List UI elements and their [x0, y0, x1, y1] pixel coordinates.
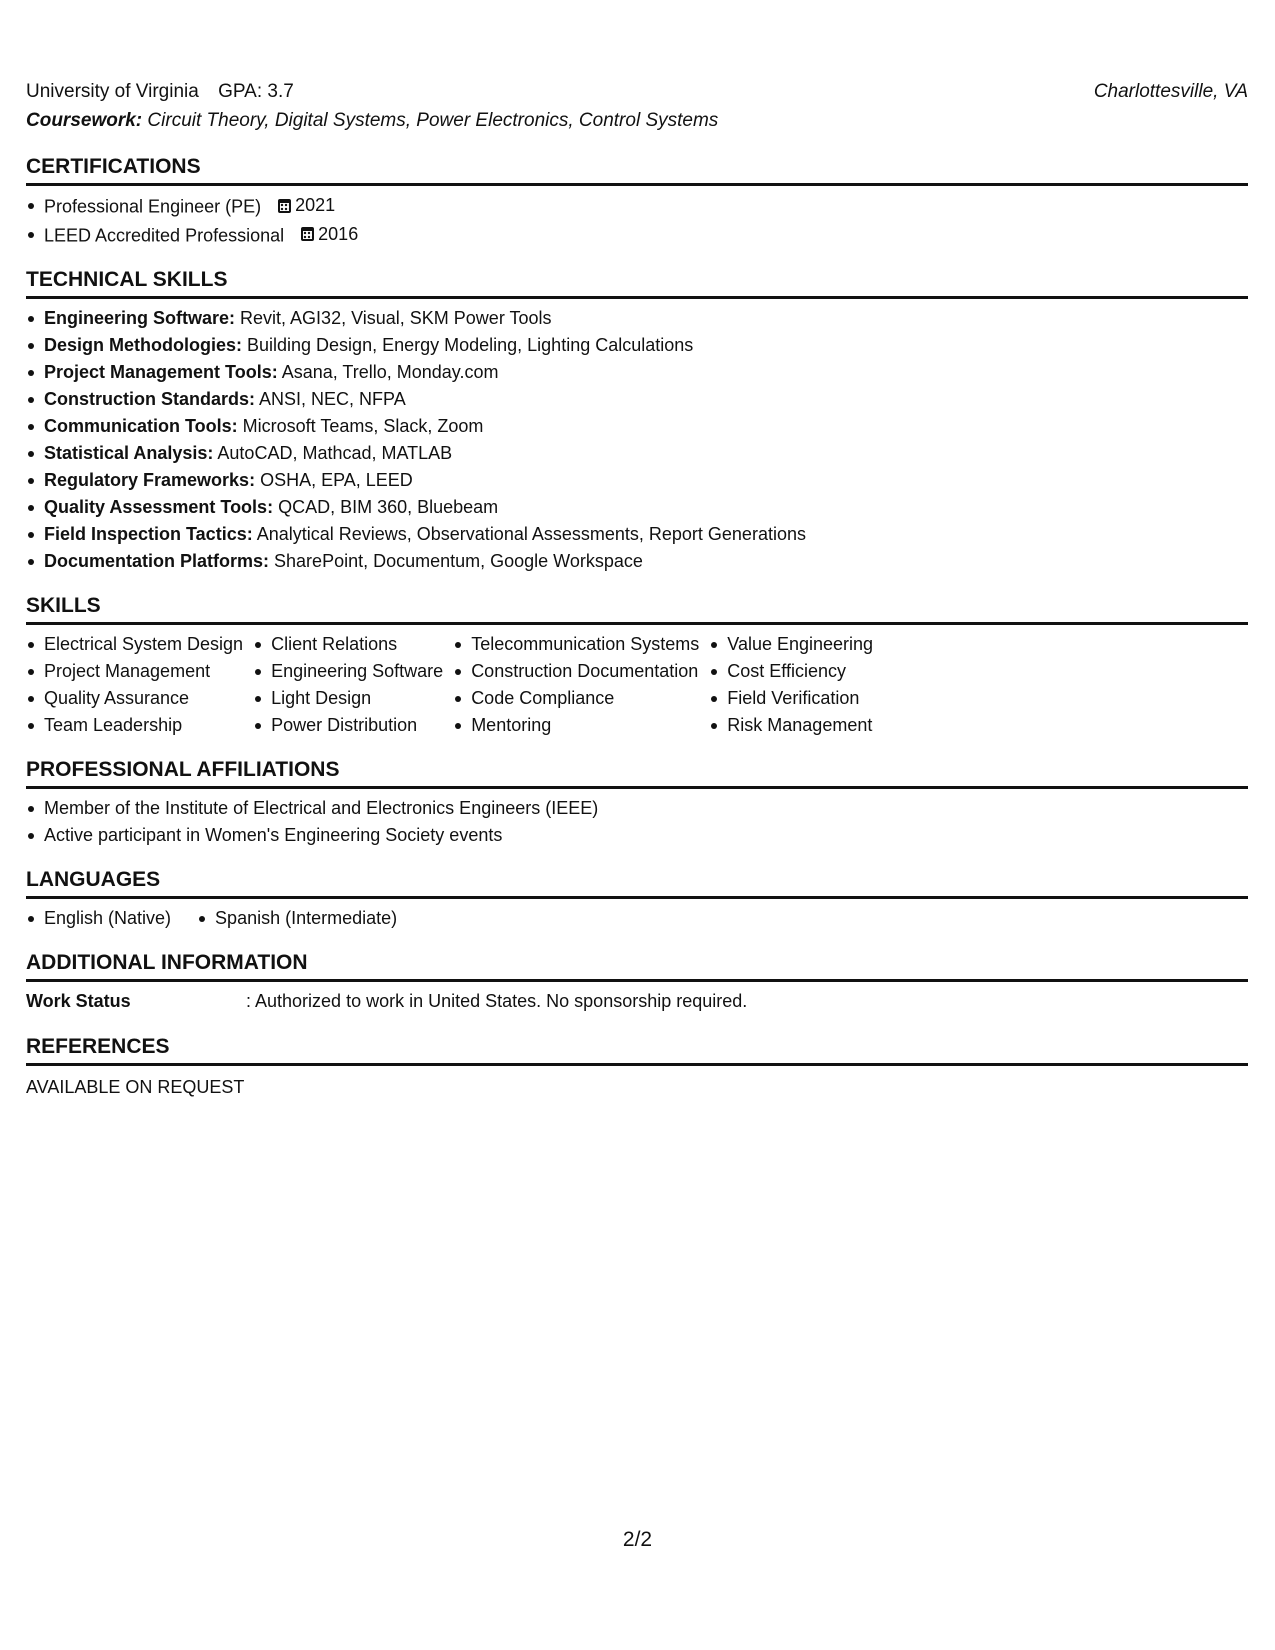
- list-item: Team Leadership: [26, 712, 243, 739]
- list-item: [26, 192, 1248, 221]
- list-item: Telecommunication Systems: [453, 631, 699, 658]
- skill-category: Project Management Tools:: [44, 362, 278, 382]
- coursework-label: Coursework:: [26, 110, 143, 131]
- work-status-label: Work Status: [26, 991, 131, 1011]
- skill-values: Microsoft Teams, Slack, Zoom: [237, 416, 484, 436]
- list-item: Mentoring: [453, 712, 699, 739]
- skills-column: [709, 631, 873, 739]
- work-status-value: : Authorized to work in United States. No sponsorship required.: [246, 991, 748, 1011]
- skill-values: Revit, AGI32, Visual, SKM Power Tools: [235, 308, 552, 328]
- skill-values: Building Design, Energy Modeling, Lighting Calculations: [242, 335, 694, 355]
- education-line: [26, 78, 1248, 106]
- certifications-list: [26, 192, 1248, 249]
- skill-category: Quality Assessment Tools:: [44, 497, 274, 517]
- cert-name: Professional Engineer (PE): [44, 196, 262, 217]
- list-item: [26, 359, 1248, 386]
- list-item: Active participant in Women's Engineering Society events: [26, 822, 1248, 849]
- skill-category: Construction Standards:: [44, 389, 256, 409]
- education-left: [26, 78, 294, 106]
- references-heading: REFERENCES: [26, 1034, 1248, 1066]
- list-item: Code Compliance: [453, 685, 699, 712]
- list-item: [26, 305, 1248, 332]
- list-item: Project Management: [26, 658, 243, 685]
- technical-skills-list: [26, 305, 1248, 575]
- list-item: Quality Assurance: [26, 685, 243, 712]
- skill-category: Documentation Platforms:: [44, 551, 270, 571]
- cert-name: LEED Accredited Professional: [44, 225, 285, 245]
- school-location: Charlottesville, VA: [1093, 81, 1248, 102]
- list-item: Risk Management: [709, 712, 873, 739]
- list-item: [26, 413, 1248, 440]
- skill-category: Statistical Analysis:: [44, 443, 214, 463]
- school-name: University of Virginia: [26, 81, 199, 102]
- languages-list: [26, 905, 1248, 932]
- list-item: [26, 548, 1248, 575]
- skill-values: OSHA, EPA, LEED: [255, 470, 413, 490]
- technical-skills-heading: TECHNICAL SKILLS: [26, 267, 1248, 299]
- skill-values: ANSI, NEC, NFPA: [255, 389, 406, 409]
- list-item: Value Engineering: [709, 631, 873, 658]
- list-item: Cost Efficiency: [709, 658, 873, 685]
- work-status-row: [26, 986, 1248, 1016]
- affiliations-heading: PROFESSIONAL AFFILIATIONS: [26, 757, 1248, 789]
- page-number: 2/2: [622, 1528, 653, 1551]
- gpa: GPA: 3.7: [218, 81, 294, 102]
- additional-info-heading: ADDITIONAL INFORMATION: [26, 950, 1248, 982]
- list-item: [26, 467, 1248, 494]
- list-item: [26, 440, 1248, 467]
- skills-heading: SKILLS: [26, 593, 1248, 625]
- calendar-icon: [278, 199, 291, 213]
- skill-category: Field Inspection Tactics:: [44, 524, 253, 544]
- list-item: Field Verification: [709, 685, 873, 712]
- list-item: Engineering Software: [253, 658, 443, 685]
- skill-values: QCAD, BIM 360, Bluebeam: [273, 497, 499, 517]
- list-item: Power Distribution: [253, 712, 443, 739]
- list-item: [26, 386, 1248, 413]
- coursework-list: Circuit Theory, Digital Systems, Power Electronics, Control Systems: [147, 110, 719, 131]
- skill-values: Analytical Reviews, Observational Assessments, Report Generations: [252, 524, 806, 544]
- skills-column: [453, 631, 699, 739]
- skills-column: [253, 631, 443, 739]
- coursework-line: [26, 106, 1248, 136]
- list-item: Client Relations: [253, 631, 443, 658]
- skills-column: [26, 631, 243, 739]
- list-item: [26, 494, 1248, 521]
- certifications-heading: CERTIFICATIONS: [26, 154, 1248, 186]
- skills-grid: [26, 631, 1248, 739]
- cert-date: [278, 192, 335, 219]
- cert-year: 2021: [295, 195, 336, 215]
- calendar-icon: [301, 227, 314, 241]
- skill-category: Communication Tools:: [44, 416, 238, 436]
- languages-heading: LANGUAGES: [26, 867, 1248, 899]
- skill-values: AutoCAD, Mathcad, MATLAB: [213, 443, 453, 463]
- list-item: Electrical System Design: [26, 631, 243, 658]
- list-item: [26, 332, 1248, 359]
- list-item: Light Design: [253, 685, 443, 712]
- resume-page: [26, 78, 1248, 1102]
- cert-year: 2016: [318, 223, 359, 244]
- skill-values: Asana, Trello, Monday.com: [277, 362, 499, 382]
- affiliations-list: [26, 795, 1248, 849]
- skill-category: Design Methodologies:: [44, 335, 242, 355]
- list-item: [26, 221, 1248, 250]
- list-item: Spanish (Intermediate): [197, 905, 397, 932]
- skill-category: Regulatory Frameworks:: [44, 470, 256, 490]
- list-item: Construction Documentation: [453, 658, 699, 685]
- list-item: [26, 521, 1248, 548]
- skill-category: Engineering Software:: [44, 308, 236, 328]
- skill-values: SharePoint, Documentum, Google Workspace: [269, 551, 643, 571]
- cert-date: [301, 221, 358, 248]
- list-item: Member of the Institute of Electrical and Electronics Engineers (IEEE): [26, 795, 1248, 822]
- references-text: AVAILABLE ON REQUEST: [26, 1077, 245, 1097]
- list-item: English (Native): [26, 905, 171, 932]
